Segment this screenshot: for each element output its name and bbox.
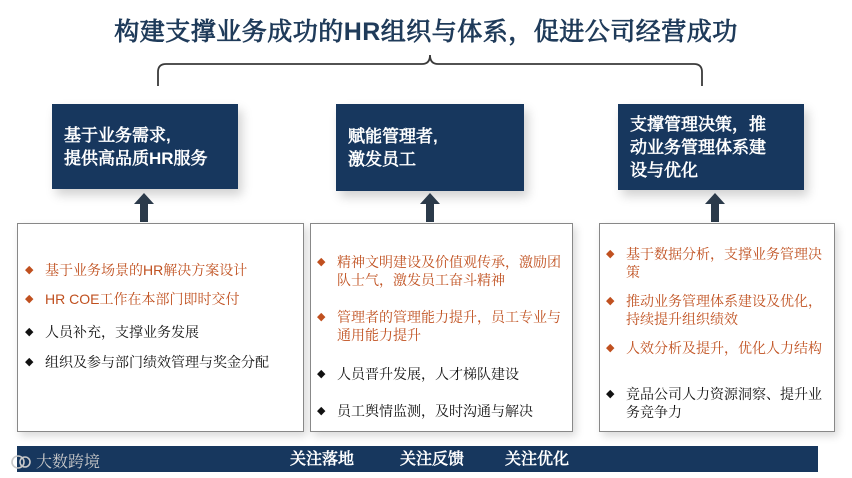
diamond-bullet-icon: ◆ bbox=[317, 405, 326, 417]
watermark-logo-icon bbox=[10, 452, 32, 470]
diamond-bullet-icon: ◆ bbox=[606, 295, 615, 307]
diamond-bullet-icon: ◆ bbox=[25, 264, 34, 276]
panel-1-item-1 bbox=[25, 261, 300, 279]
item-text: 推动业务管理体系建设及优化，持续提升组织绩效 bbox=[626, 293, 822, 327]
item-text: 竞品公司人力资源洞察、提升业务竞争力 bbox=[626, 386, 822, 420]
item-text: HR COE工作在本部门即时交付 bbox=[45, 291, 240, 307]
panel-1-item-3 bbox=[25, 323, 300, 341]
panel-1-item-2 bbox=[25, 290, 300, 308]
panel-2-item-3 bbox=[317, 365, 567, 383]
watermark bbox=[10, 449, 100, 472]
header-box-2 bbox=[336, 104, 524, 191]
brace-connector bbox=[0, 0, 852, 100]
item-text: 人效分析及提升，优化人力结构 bbox=[626, 340, 822, 356]
item-text: 精神文明建设及价值观传承，激励团队士气，激发员工奋斗精神 bbox=[337, 254, 561, 288]
focus-feedback: 关注反馈 bbox=[400, 451, 465, 468]
header-box-3 bbox=[618, 104, 804, 190]
panel-2-item-1 bbox=[317, 253, 567, 289]
panel-1-item-4 bbox=[25, 353, 280, 371]
header-2-line-2: 激发员工 bbox=[348, 149, 416, 169]
header-3-line-3: 设与优化 bbox=[630, 160, 698, 180]
header-box-1 bbox=[52, 104, 238, 189]
up-arrow-icon bbox=[704, 191, 726, 223]
diamond-bullet-icon: ◆ bbox=[606, 248, 615, 260]
diamond-bullet-icon: ◆ bbox=[25, 326, 34, 338]
item-text: 基于业务场景的HR解决方案设计 bbox=[45, 262, 248, 278]
diamond-bullet-icon: ◆ bbox=[606, 388, 615, 400]
diamond-bullet-icon: ◆ bbox=[317, 368, 326, 380]
diamond-bullet-icon: ◆ bbox=[317, 256, 326, 268]
panel-3-item-4 bbox=[606, 385, 828, 421]
panel-3-item-3 bbox=[606, 339, 828, 357]
up-arrow-icon bbox=[419, 191, 441, 223]
item-text: 基于数据分析，支撑业务管理决策 bbox=[626, 246, 822, 280]
header-3-line-1: 支撑管理决策，推 bbox=[630, 114, 766, 134]
diamond-bullet-icon: ◆ bbox=[25, 293, 34, 305]
diamond-bullet-icon: ◆ bbox=[317, 311, 326, 323]
panel-2-item-2 bbox=[317, 308, 567, 344]
item-text: 员工舆情监测，及时沟通与解决 bbox=[337, 403, 533, 419]
focus-optimize: 关注优化 bbox=[505, 451, 570, 468]
item-text: 人员补充，支撑业务发展 bbox=[45, 324, 199, 340]
main-title: 构建支撑业务成功的HR组织与体系，促进公司经营成功 bbox=[114, 18, 738, 46]
header-2-line-1: 赋能管理者, bbox=[348, 126, 438, 146]
up-arrow-icon bbox=[133, 191, 155, 223]
focus-landing: 关注落地 bbox=[290, 451, 355, 468]
panel-3-item-1 bbox=[606, 245, 828, 281]
watermark-text: 大数跨境 bbox=[36, 454, 101, 471]
diamond-bullet-icon: ◆ bbox=[606, 342, 615, 354]
item-text: 组织及参与部门绩效管理与奖金分配 bbox=[45, 354, 269, 370]
item-text: 管理者的管理能力提升，员工专业与通用能力提升 bbox=[337, 309, 561, 343]
item-text: 人员晋升发展，人才梯队建设 bbox=[337, 366, 519, 382]
panel-3-item-2 bbox=[606, 292, 828, 328]
header-1-line-2: 提供高品质HR服务 bbox=[64, 148, 208, 168]
panel-2-item-4 bbox=[317, 402, 567, 420]
header-1-line-1: 基于业务需求, bbox=[64, 125, 171, 145]
diamond-bullet-icon: ◆ bbox=[25, 356, 34, 368]
header-3-line-2: 动业务管理体系建 bbox=[630, 137, 766, 157]
